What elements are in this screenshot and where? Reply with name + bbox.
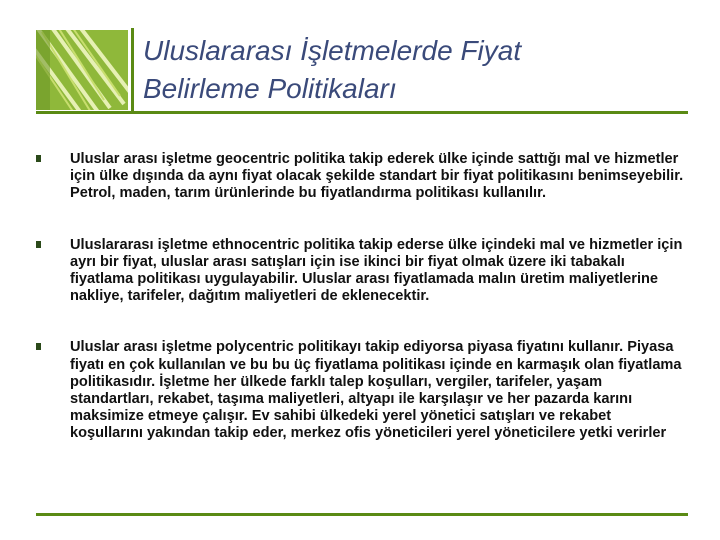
bullet-icon: [36, 240, 44, 250]
list-item: [36, 151, 686, 203]
list-item-text: Uluslararası işletme ethnocentric politika takip ederse ülke içindeki mal ve hizmetler için ayrı bir fiyat, uluslar arası satışları için ise ikinci bir fiyat olmak üzere iki tabakalı fiyatlama politikası uygulayabilir. Uluslar arası fiyatlamada malın üretim maliyetlerine nakliye, tarifeler, dağıtım maliyetleri de eklenecektir.: [70, 236, 683, 305]
title-divider-horizontal: [36, 111, 688, 114]
page-title: [143, 32, 683, 108]
bullet-icon: [36, 154, 44, 164]
decorative-logo: [36, 30, 128, 110]
footer-divider: [36, 513, 688, 516]
striped-leaf-icon: [36, 30, 128, 110]
bullet-icon: [36, 342, 44, 352]
bullet-list: [36, 151, 686, 477]
list-item-text: Uluslar arası işletme geocentric politika takip ederek ülke içinde sattığı mal ve hizmetler için ülke dışında da aynı fiyat olacak şekilde standart bir fiyat politikasını benimseyebilir. Petrol, maden, tarım ürünlerinde bu fiyatlandırma politikası kullanılır.: [70, 151, 684, 202]
list-item: [36, 339, 686, 442]
list-item: [36, 237, 686, 306]
title-line-1: Uluslararası İşletmelerde Fiyat: [143, 35, 522, 66]
list-item-text: Uluslar arası işletme polycentric politikayı takip ediyorsa piyasa fiyatını kullanır. Piyasa fiyatı en çok kullanılan ve bu bu üç fiyatlama politikası içinde en karmaşık olan fiyatlama politikasıdır. İşletme her ülkede farklı talep koşulları, vergiler, tarifeler, yaşam standartları, rekabet, taşıma maliyetleri, altyapı ile karşılaşır ve her pazarda karını maksimize etmeye çalışır. Ev sahibi ülkedeki yerel yönetici satışları ve rekabet koşullarını yakından takip eder, merkez ofis yöneticileri yerel yöneticilere yetki verirler: [70, 339, 682, 442]
title-line-2: Belirleme Politikaları: [143, 73, 397, 104]
title-divider-vertical: [131, 28, 134, 114]
